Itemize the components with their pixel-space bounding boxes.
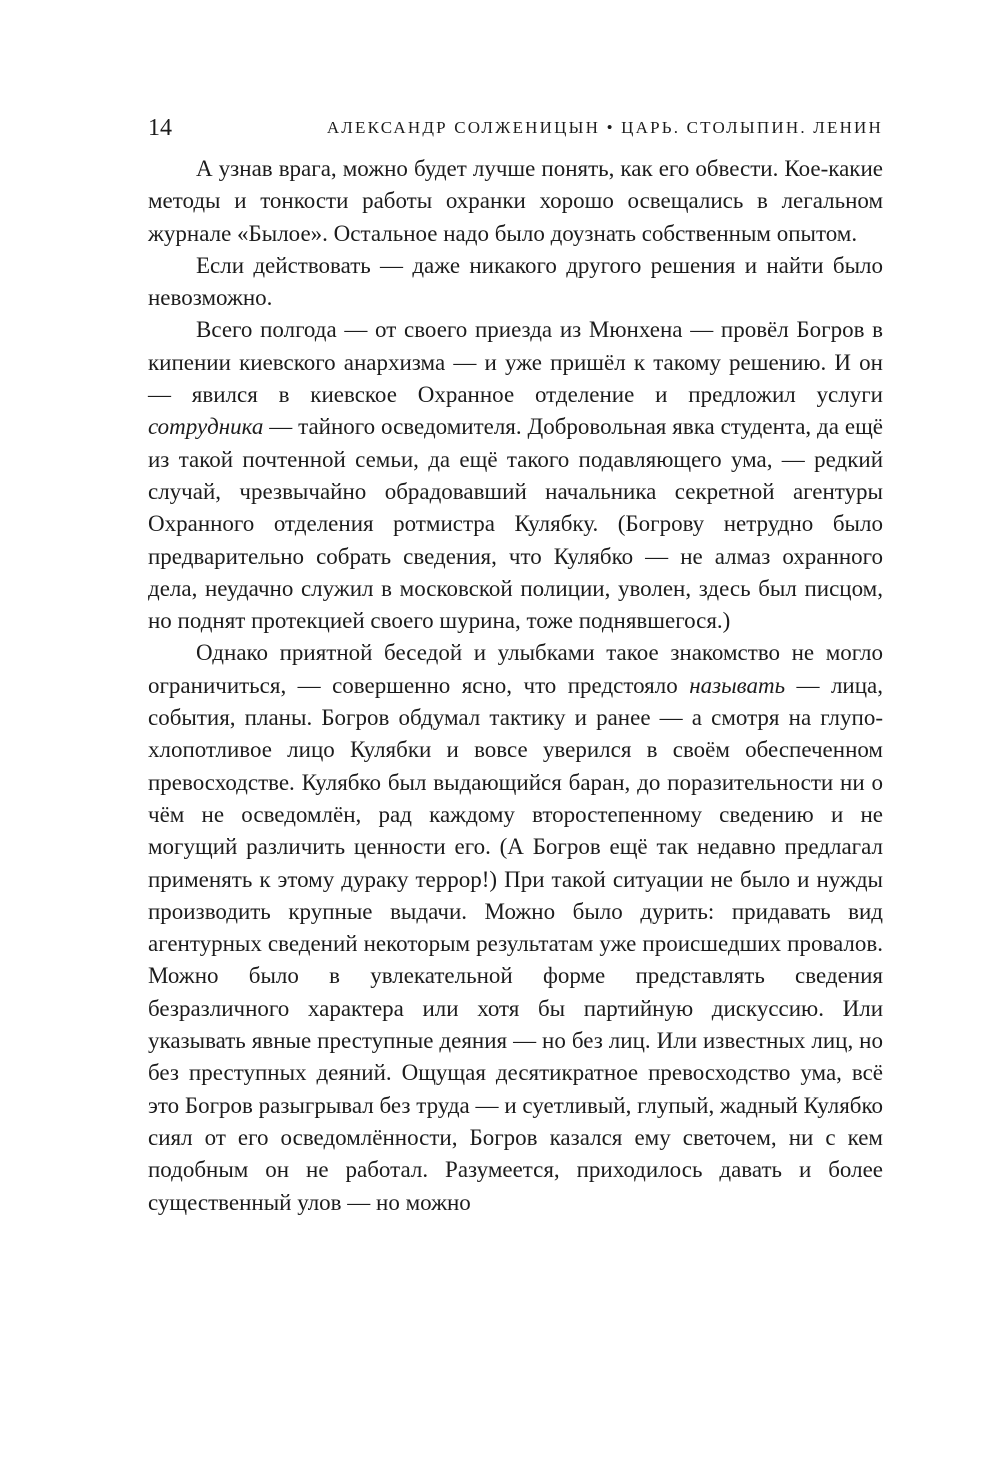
paragraph-1 xyxy=(148,153,883,250)
paragraph-4-text-start: Однако приятной беседой и улыбками такое знакомство не могло ограничиться, — совершенно ясно, что предстояло xyxy=(148,640,883,698)
paragraph-1-text: А узнав врага, можно будет лучше понять, как его обвести. Кое-какие методы и тонкости работы охранки хорошо освещались в легальном журнале «Былое». Остальное надо было доузнать собственным опытом. xyxy=(148,156,883,246)
paragraph-4-text-end: — лица, события, планы. Богров обдумал тактику и ранее — а смотря на глупо-хлопотливое лицо Кулябки и вовсе уверился в своём обеспеченном превосходстве. Кулябко был выдающийся баран, до поразительности ни о чём не осведомлён, рад каждому второстепенному сведению и не могущий различить ценности его. (А Богров ещё так недавно предлагал применять к этому дураку террор!) При такой ситуации не было и нужды производить крупные выдачи. Можно было дурить: придавать вид агентурных сведений некоторым результатам уже происшедших провалов. Можно было в увлекательной форме представлять сведения безразличного характера или хотя бы партийную дискуссию. Или указывать явные преступные деяния — но без лиц. Или известных лиц, но без преступных деяний. Ощущая десятикратное превосходство ума, всё это Богров разыгрывал без труда — и суетливый, глупый, жадный Кулябко сиял от его осведомлённости, Богров казался ему светочем, ни с кем подобным он не работал. Разумеется, приходилось давать и более существенный улов — но можно xyxy=(148,672,883,1215)
running-title: АЛЕКСАНДР СОЛЖЕНИЦЫН • ЦАРЬ. СТОЛЫПИН. ЛЕНИН xyxy=(326,118,883,137)
paragraph-3-text-end: — тайного осведомителя. Добровольная явка студента, да ещё из такой почтенной семьи, да ещё такого подавляющего ума, — редкий случай, чрезвычайно обрадовавший начальника секретной агентуры Охранного отделения ротмистра Кулябку. (Богрову нетрудно было предварительно собрать сведения, что Кулябко — не алмаз охранного дела, неудачно служил в московской полиции, уволен, здесь был писцом, но поднят протекцией своего шурина, тоже поднявшегося.) xyxy=(148,414,883,634)
paragraph-3-text-start: Всего полгода — от своего приезда из Мюнхена — провёл Богров в кипении киевского анархизма — и уже пришёл к такому решению. И он — явился в киевское Охранное отделение и предложил услуги xyxy=(148,317,883,408)
page-number: 14 xyxy=(148,115,172,141)
italic-term-sotrudnika: сотрудника xyxy=(148,414,264,440)
paragraph-2-text: Если действовать — даже никакого другого решения и найти было невозможно. xyxy=(148,252,883,311)
paragraph-4 xyxy=(148,637,883,1218)
body-text xyxy=(148,153,883,1219)
running-head xyxy=(148,113,883,143)
paragraph-3 xyxy=(148,314,883,637)
italic-term-nazyvat: называть xyxy=(689,672,786,698)
paragraph-2 xyxy=(148,250,883,315)
